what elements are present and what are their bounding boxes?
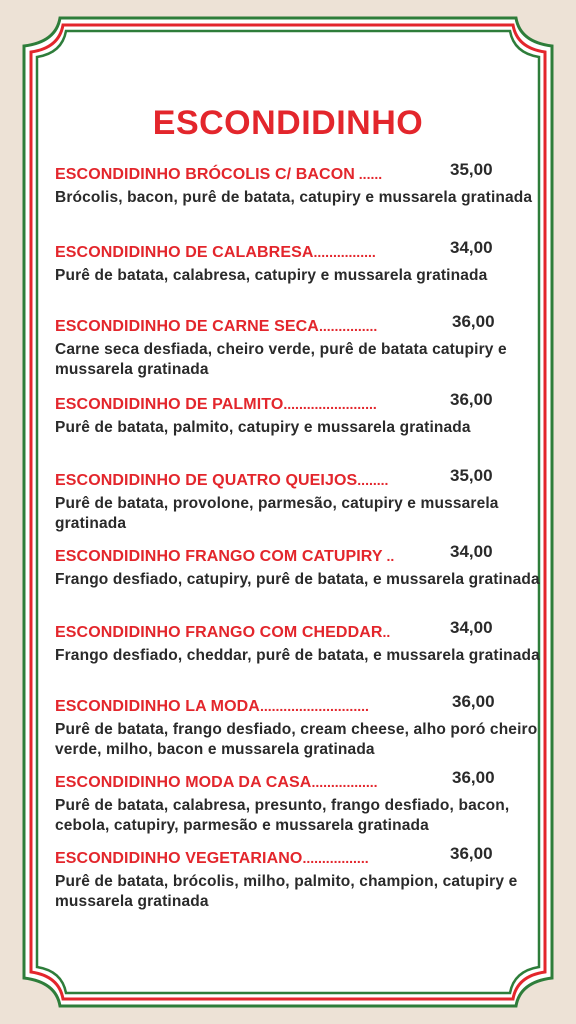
menu-item-header [55,844,545,872]
menu-item-header [55,466,545,494]
menu-item-name: ESCONDIDINHO DE CARNE SECA [55,318,319,335]
menu-item-leader-dots: ................. [311,774,378,790]
menu-item-header [55,312,545,340]
menu-item-header [55,692,545,720]
menu-item-price: 34,00 [450,618,493,637]
menu-item-header [55,390,545,418]
menu-item-leader-dots: ................. [302,850,369,866]
menu-item [55,238,545,286]
menu-item-leader-dots: .. [382,624,391,640]
menu-item-leader-dots: ........ [357,472,389,488]
menu-item-leader-dots: ........................ [283,396,377,412]
menu-item-price: 34,00 [450,542,493,561]
menu-title: ESCONDIDINHO [152,104,424,142]
menu-item-name: ESCONDIDINHO FRANGO COM CATUPIRY [55,548,383,565]
menu-item-description: Carne seca desfiada, cheiro verde, purê de batata catupiry e mussarela gratinada [55,341,507,378]
menu-item [55,390,545,438]
menu-item-description: Purê de batata, brócolis, milho, palmito, champion, catupiry e mussarela gratinada [55,873,518,910]
menu-item-name: ESCONDIDINHO DE QUATRO QUEIJOS [55,472,358,489]
menu-item-header [55,238,545,266]
menu-item-name: ESCONDIDINHO VEGETARIANO [55,850,303,867]
menu-item-name: ESCONDIDINHO BRÓCOLIS C/ BACON [55,166,355,183]
menu-item-description: Purê de batata, frango desfiado, cream cheese, alho poró cheiro verde, milho, bacon e mussarela gratinada [55,721,538,758]
menu-item [55,692,545,760]
menu-item-leader-dots: ............... [318,318,378,334]
menu-item-description: Purê de batata, provolone, parmesão, catupiry e mussarela gratinada [55,495,499,532]
menu-item-price: 36,00 [452,692,495,711]
menu-item-header [55,542,545,570]
menu-item-description: Purê de batata, palmito, catupiry e mussarela gratinada [55,419,471,436]
menu-item-price: 35,00 [450,160,493,179]
menu-item-header [55,618,545,646]
menu-item-header [55,160,545,188]
menu-item-leader-dots: .. [382,548,395,564]
menu-item-price: 36,00 [450,844,493,863]
menu-item-price: 34,00 [450,238,493,257]
menu-item [55,312,545,380]
menu-item-price: 36,00 [452,768,495,787]
menu-item-name: ESCONDIDINHO MODA DA CASA [55,774,312,791]
menu-item-price: 35,00 [450,466,493,485]
menu-item-name: ESCONDIDINHO DE PALMITO [55,396,284,413]
menu-item [55,618,545,666]
menu-item-description: Frango desfiado, cheddar, purê de batata, e mussarela gratinada [55,647,540,664]
menu-item-leader-dots: ............................ [259,698,369,714]
menu-item-leader-dots: ................ [313,244,376,260]
menu-item [55,844,545,912]
menu-item [55,466,545,534]
menu-item-name: ESCONDIDINHO LA MODA [55,698,260,715]
menu-item-price: 36,00 [452,312,495,331]
menu-item-description: Frango desfiado, catupiry, purê de batata, e mussarela gratinada [55,571,540,588]
menu-item-header [55,768,545,796]
menu-item-name: ESCONDIDINHO DE CALABRESA [55,244,314,261]
menu-item-name: ESCONDIDINHO FRANGO COM CHEDDAR [55,624,383,641]
menu-item [55,160,545,208]
menu-item [55,542,545,590]
menu-item-description: Brócolis, bacon, purê de batata, catupiry e mussarela gratinada [55,189,533,206]
menu-item-price: 36,00 [450,390,493,409]
menu-item-leader-dots: ...... [354,166,383,182]
menu-item-description: Purê de batata, calabresa, presunto, frango desfiado, bacon, cebola, catupiry, parmesão e mussarela gratinada [55,797,510,834]
menu-item [55,768,545,836]
menu-item-description: Purê de batata, calabresa, catupiry e mussarela gratinada [55,267,488,284]
